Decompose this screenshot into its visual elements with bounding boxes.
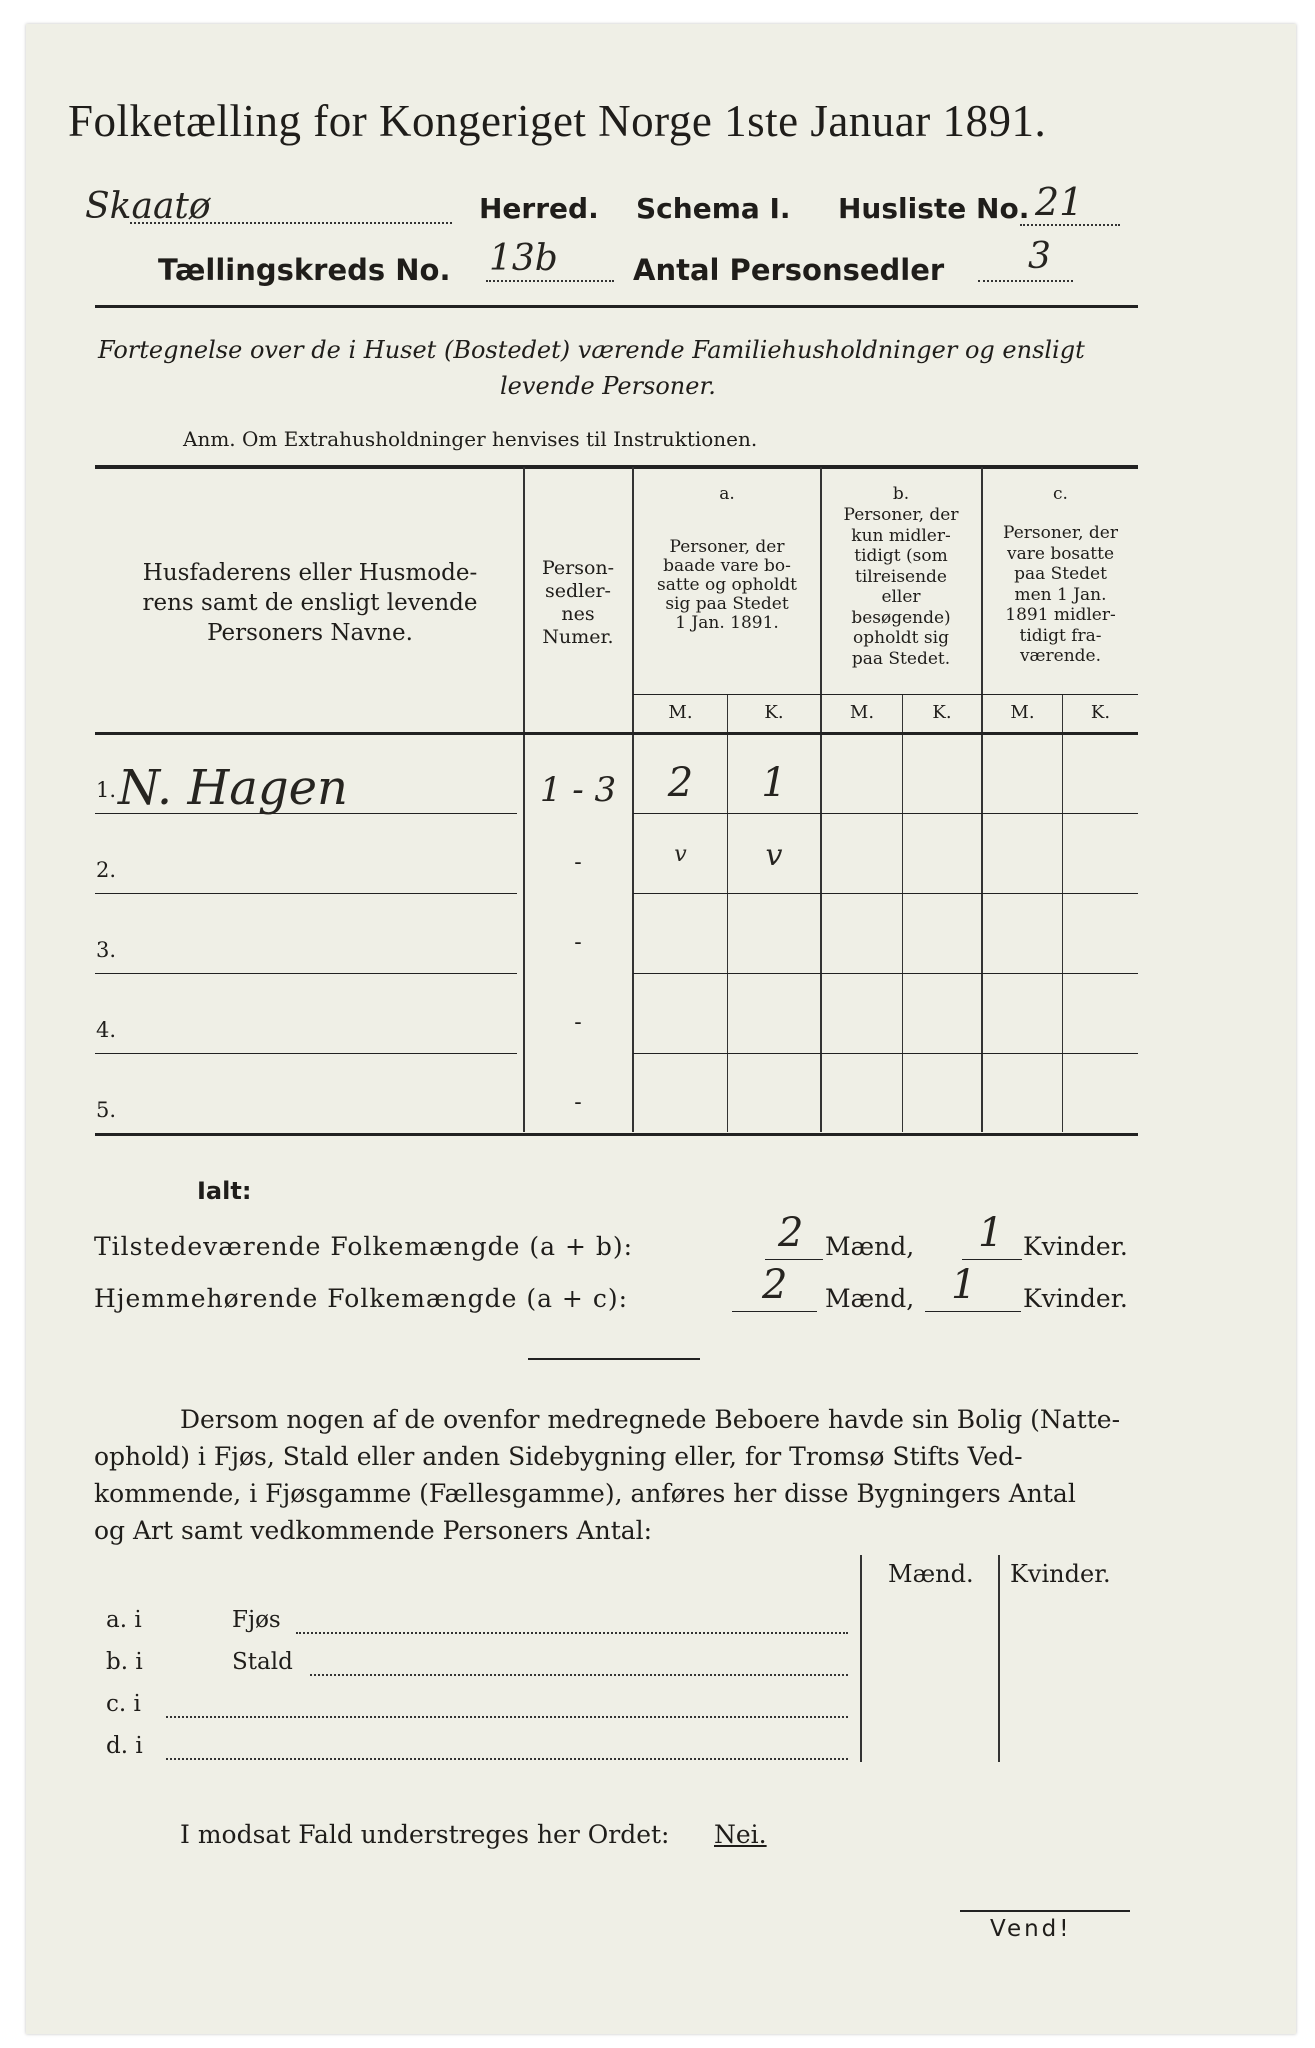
herred-dotted-line [130,222,452,224]
row-line [633,893,1138,894]
antal-label: Antal Personsedler [633,253,945,287]
tilstede-maend-value: 2 [778,1210,804,1256]
tilstede-label: Tilstedeværende Folkemængde (a + b): [94,1232,634,1261]
bolig-row-c-prefix: c. i [106,1691,141,1717]
bolig-line-3: kommende, i Fjøsgamme (Fællesgamme), anføres her disse Bygningers Antal [94,1479,1076,1508]
col-b-line: opholdt sig [853,628,949,648]
number-header-line: sedler- [545,580,611,602]
col-c-header [983,523,1138,667]
table-mk-divider [1062,695,1063,1132]
col-a-line: baade vare bo- [663,556,791,576]
number-header-line: Person- [541,557,615,579]
col-a-line: 1 Jan. 1891. [675,613,779,633]
dotted-line [166,1716,848,1718]
col-c-line: men 1 Jan. [1014,584,1107,605]
col-a-line: satte og opholdt [657,575,797,595]
col-c-m-header: M. [1010,702,1035,723]
col-b-line: besøgende) [851,607,951,628]
herred-value: Skaatø [85,186,211,227]
bolig-row-d-prefix: d. i [106,1733,143,1759]
table-bottom-rule [95,1133,1138,1136]
kvinder-label: Kvinder. [1023,1232,1128,1261]
bolig-divider [998,1555,1000,1762]
husliste-label: Husliste No. [838,192,1030,225]
hjemme-maend-value: 2 [762,1262,788,1308]
col-b-header [822,505,980,669]
row-number: 5. [96,1098,117,1122]
col-b-line: Personer, der [843,505,959,525]
kreds-value: 13b [489,238,558,279]
col-a-m-value: 2 [667,760,694,806]
table-subheader-rule [633,694,1138,695]
personsedler-number: - [574,930,582,955]
table-mk-divider [902,695,903,1132]
col-b-k-header: K. [932,702,952,723]
bolig-row-a-prefix: a. i [106,1607,142,1633]
row-line [95,893,517,894]
bolig-row-b-label: Stald [232,1649,293,1675]
number-column-header [526,557,630,649]
col-b-line: tidigt (som [854,546,948,566]
vend-text: Vend! [990,1916,1072,1942]
personsedler-number: - [574,1090,582,1115]
census-form-page [26,24,1296,2034]
instruction-note: Anm. Om Extrahusholdninger henvises til Instruktionen. [183,427,758,451]
fill-line [962,1259,1022,1260]
row-line [633,813,1138,814]
bolig-maend-header: Mænd. [888,1560,974,1588]
intro-line-1: Fortegnelse over de i Huset (Bostedet) værende Familiehusholdninger og ensligt [98,336,1085,364]
col-b-letter: b. [892,484,910,504]
names-header-line: Husfaderens eller Husmode- [142,560,478,586]
form-title: Folketælling for Kongeriget Norge 1ste Januar 1891. [68,96,1047,146]
bolig-line-2: ophold) i Fjøs, Stald eller anden Sidebygning eller, for Tromsø Stifts Ved- [94,1442,1023,1471]
bolig-divider [860,1555,862,1762]
maend-label: Mænd, [825,1284,915,1313]
tilstede-kvinder-value: 1 [978,1210,1004,1256]
col-c-line: 1891 midler- [1005,605,1116,625]
col-c-letter: c. [1053,484,1068,504]
row-number: 3. [96,938,117,962]
personsedler-number: - [574,850,582,875]
person-name: N. Hagen [118,760,348,816]
row-number: 1. [96,778,117,802]
vend-rule [960,1910,1130,1912]
table-divider [523,467,525,1132]
col-a-m-value: v [674,842,687,867]
kreds-label: Tællingskreds No. [158,253,451,287]
husliste-value: 21 [1035,180,1084,224]
col-a-header [634,538,820,633]
col-c-line: vare bosatte [1006,543,1115,564]
ialt-label: Ialt: [197,1177,252,1205]
bolig-line-4: og Art samt vedkommende Personers Antal: [94,1516,653,1545]
hjemme-kvinder-value: 1 [951,1262,977,1308]
row-line [633,1053,1138,1054]
col-a-line: Personer, der [669,537,785,557]
dotted-line [296,1632,848,1634]
header-rule [95,305,1138,308]
maend-label: Mænd, [825,1232,915,1261]
row-number: 2. [96,858,117,882]
col-a-letter: a. [719,484,735,504]
intro-line-2: levende Personer. [500,372,716,400]
col-b-line: eller [881,587,921,607]
row-line [95,1053,517,1054]
fill-line [732,1311,817,1312]
col-c-line: tidigt fra- [1019,625,1102,646]
dotted-line [310,1674,848,1676]
section-divider [528,1358,700,1360]
col-a-line: sig paa Stedet [665,594,789,614]
fill-line [765,1259,823,1260]
col-c-line: paa Stedet [1014,564,1107,584]
table-header-bottom-rule [95,732,1138,735]
herred-label: Herred. [479,192,599,225]
names-column-header [100,558,520,648]
col-c-line: værende. [1019,646,1102,666]
col-a-k-value: 1 [761,760,787,806]
number-header-line: Numer. [542,626,614,648]
col-b-line: tilreisende [854,566,947,587]
hjemme-label: Hjemmehørende Folkemængde (a + c): [94,1284,628,1313]
nei-word: Nei. [714,1820,767,1849]
kreds-dotted-line [486,280,614,282]
bolig-line-1: Dersom nogen af de ovenfor medregnede Beboere havde sin Bolig (Natte- [180,1405,1121,1434]
col-a-k-value: v [765,838,783,873]
schema-label: Schema I. [636,192,791,225]
personsedler-number: 1 - 3 [539,770,617,810]
col-b-line: kun midler- [851,525,951,546]
row-line [633,973,1138,974]
antal-value: 3 [1028,236,1051,277]
col-c-k-header: K. [1090,702,1111,723]
bolig-kvinder-header: Kvinder. [1010,1560,1111,1588]
number-header-line: nes [561,603,595,625]
antal-dotted-line [978,280,1073,282]
kvinder-label: Kvinder. [1023,1284,1128,1313]
col-a-m-header: M. [668,702,693,723]
col-b-line: paa Stedet. [851,648,951,669]
col-a-k-header: K. [764,702,784,723]
bolig-row-a-label: Fjøs [232,1607,281,1633]
names-header-line: rens samt de ensligt levende [142,590,478,616]
fill-line [925,1311,1021,1312]
row-number: 4. [96,1018,117,1042]
names-header-line: Personers Navne. [207,620,413,646]
dotted-line [166,1758,848,1760]
modsat-text: I modsat Fald understreges her Ordet: [180,1820,670,1849]
row-line [95,973,517,974]
bolig-row-b-prefix: b. i [106,1649,143,1675]
personsedler-number: - [574,1010,582,1035]
husliste-dotted-line [1020,224,1120,226]
col-b-m-header: M. [849,702,875,723]
col-c-line: Personer, der [1003,523,1118,543]
